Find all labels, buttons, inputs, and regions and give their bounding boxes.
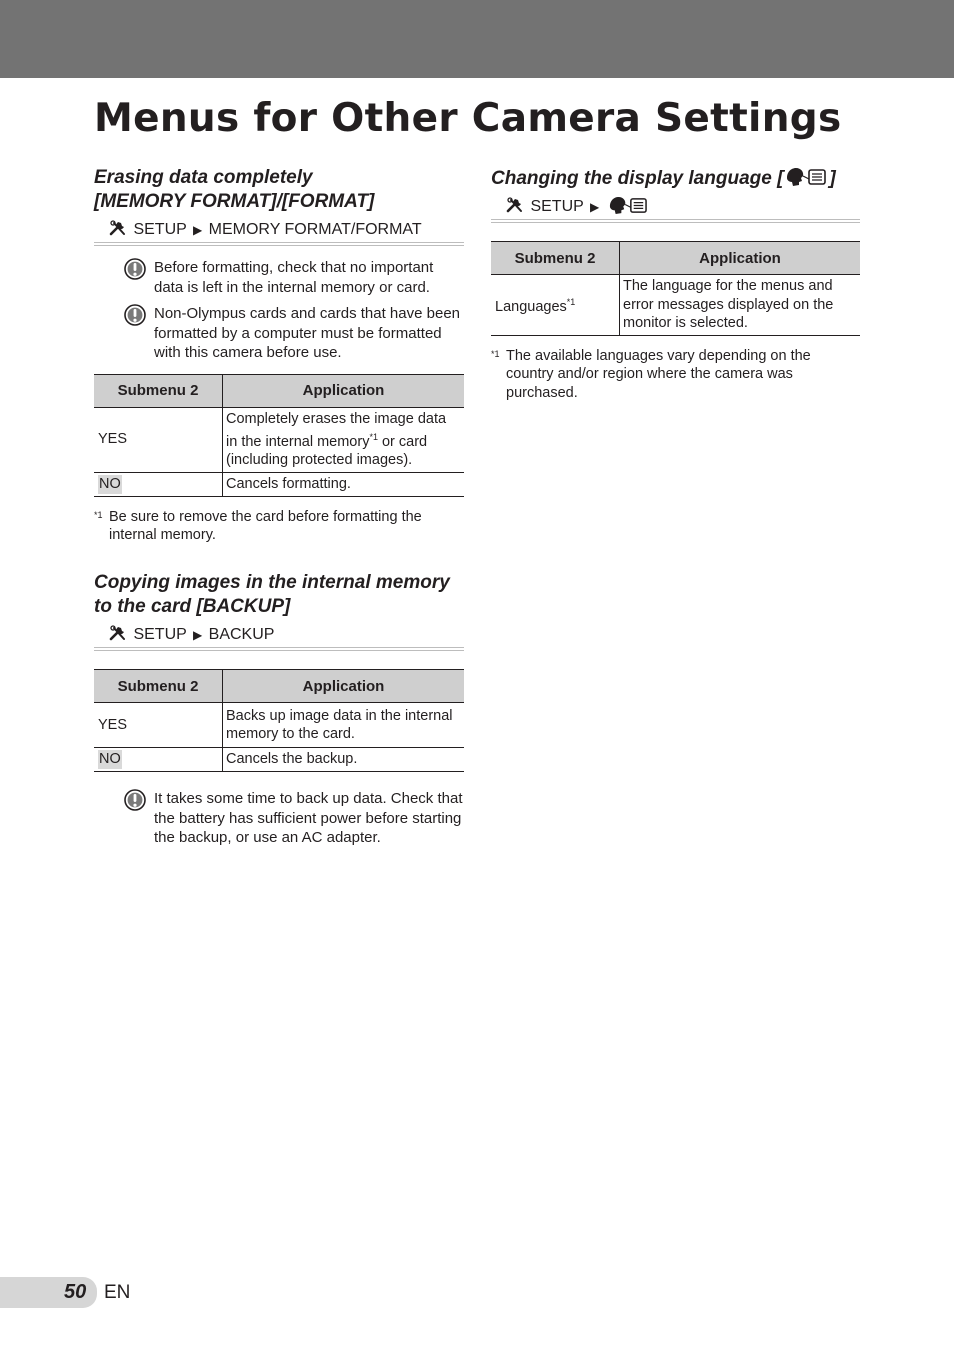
submenu-cell: YES [94, 407, 223, 472]
application-cell [223, 407, 465, 472]
caution-text: It takes some time to back up data. Check that the battery has sufficient power before starting the backup, or use an AC adapter. [154, 790, 463, 846]
backup-breadcrumb [94, 625, 464, 645]
table-row [94, 703, 464, 748]
caution-icon [124, 258, 146, 280]
header-bar [0, 0, 954, 78]
application-text: Completely erases the image data in the internal memory [226, 410, 447, 450]
submenu-cell: YES [94, 703, 223, 748]
format-title-line2: [MEMORY FORMAT]/[FORMAT] [94, 191, 375, 212]
backup-title-line1: Copying images in the internal memory [94, 572, 450, 593]
language-title-prefix: Changing the display language [ [491, 168, 784, 189]
backup-section [94, 571, 464, 848]
language-icon [783, 167, 829, 187]
crumb-setup: SETUP [133, 221, 187, 238]
submenu-default: NO [99, 751, 121, 768]
language-icon [606, 196, 650, 215]
header-submenu: Submenu 2 [94, 670, 223, 703]
caution-note [124, 304, 464, 363]
table-header-row [94, 670, 464, 703]
language-title-suffix: ] [829, 168, 836, 189]
submenu-text: Languages [495, 298, 567, 315]
arrow-right-icon: ▶ [192, 628, 203, 642]
header-application: Application [223, 670, 465, 703]
backup-title-line2: to the card [BACKUP] [94, 596, 291, 617]
table-row [491, 275, 860, 336]
submenu-cell [94, 472, 223, 496]
caution-text: Non-Olympus cards and cards that have been formatted by a computer must be formatted with this camera before use. [154, 305, 460, 361]
header-submenu: Submenu 2 [491, 242, 620, 275]
crumb-target: MEMORY FORMAT/FORMAT [208, 221, 422, 238]
crumb-setup: SETUP [530, 198, 584, 215]
caution-icon [124, 304, 146, 326]
backup-section-title [94, 571, 464, 619]
arrow-right-icon: ▶ [589, 200, 600, 214]
wrench-icon [109, 625, 129, 641]
wrench-icon [109, 220, 129, 236]
footnote [94, 508, 464, 545]
application-cell: Backs up image data in the internal memory to the card. [223, 703, 465, 748]
footnote [491, 347, 860, 403]
footnote-ref: *1 [369, 432, 378, 442]
submenu-cell [491, 275, 620, 336]
format-section [94, 166, 464, 545]
header-application: Application [620, 242, 861, 275]
backup-table [94, 669, 464, 772]
footnote-mark: *1 [94, 509, 103, 520]
table-row [94, 472, 464, 496]
table-header-row [94, 374, 464, 407]
submenu-cell [94, 748, 223, 772]
submenu-default: NO [99, 476, 121, 493]
crumb-setup: SETUP [133, 626, 187, 643]
caution-icon [124, 789, 146, 811]
caution-note [124, 789, 464, 848]
language-section [491, 167, 860, 402]
language-breadcrumb [491, 196, 860, 217]
format-table [94, 374, 464, 497]
arrow-right-icon: ▶ [192, 223, 203, 237]
caution-text: Before formatting, check that no important data is left in the internal memory or card. [154, 259, 434, 296]
format-breadcrumb [94, 220, 464, 240]
table-row [94, 748, 464, 772]
table-header-row [491, 242, 860, 275]
application-cell: Cancels the backup. [223, 748, 465, 772]
page-number: 50 [64, 1281, 87, 1303]
language-section-title [491, 167, 860, 191]
page-title: Menus for Other Camera Settings [94, 96, 842, 141]
language-table [491, 241, 860, 336]
header-application: Application [223, 374, 465, 407]
caution-note [124, 258, 464, 297]
footnote-text: Be sure to remove the card before formatting the internal memory. [109, 508, 422, 544]
footnote-ref: *1 [566, 297, 576, 308]
header-submenu: Submenu 2 [94, 374, 223, 407]
application-cell: The language for the menus and error messages displayed on the monitor is selected. [620, 275, 861, 336]
application-cell: Cancels formatting. [223, 472, 465, 496]
page-language: EN [104, 1282, 131, 1303]
format-section-title [94, 166, 464, 214]
application-text-cont: or card (including protected images). [226, 433, 428, 469]
table-row [94, 407, 464, 472]
crumb-target: BACKUP [208, 626, 275, 643]
format-title-line1: Erasing data completely [94, 167, 313, 188]
footnote-text: The available languages vary depending on the country and/or region where the camera was purchased. [506, 347, 811, 401]
wrench-icon [506, 197, 526, 213]
footnote-mark: *1 [491, 348, 500, 359]
